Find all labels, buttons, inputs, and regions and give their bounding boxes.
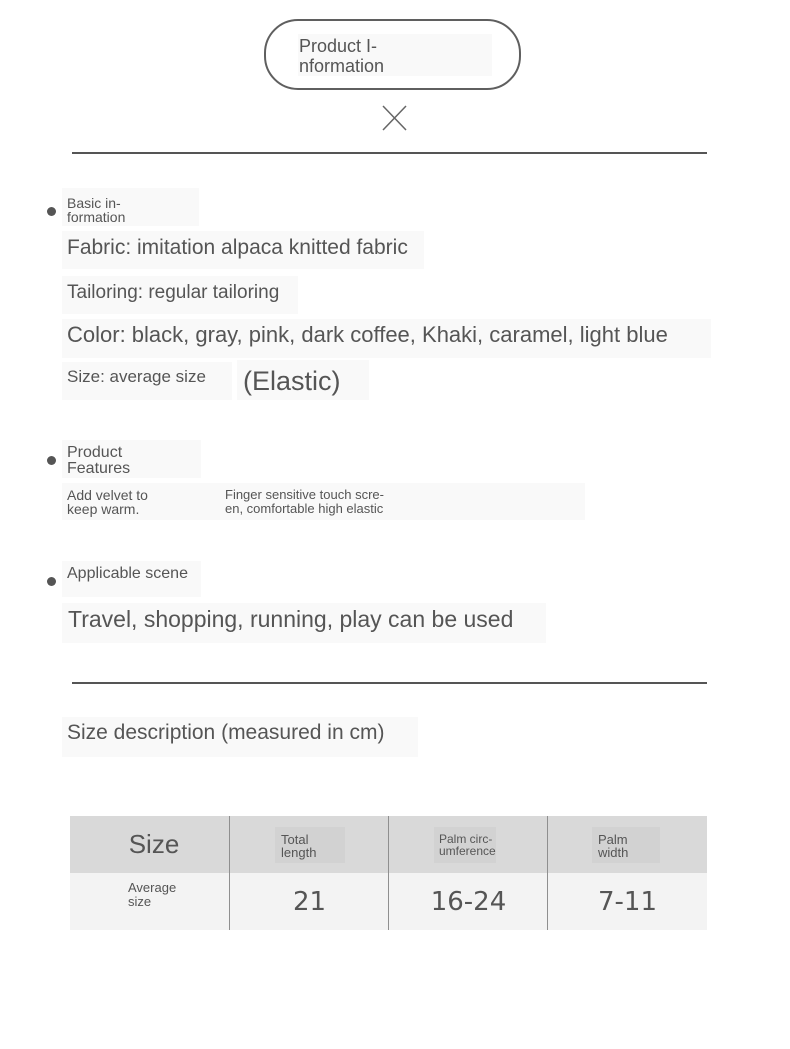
table-cell-total-length: 21 [292, 887, 327, 917]
bullet-dot-icon [47, 207, 56, 216]
bullet-dot-icon [47, 456, 56, 465]
table-header-palm-width-line2: width [598, 845, 629, 860]
section-title-line1: Product I- [299, 36, 378, 56]
table-divider [547, 816, 548, 930]
fabric-text: Fabric: imitation alpaca knitted fabric [62, 231, 424, 269]
feature-item-velvet-line1: Add velvet to [67, 487, 148, 503]
table-cell-size-label-line1: Average [128, 880, 177, 895]
size-table [70, 816, 707, 930]
bullet-dot-icon [47, 577, 56, 586]
basic-info-label-line2: formation [67, 209, 126, 225]
scene-label: Applicable scene [62, 561, 201, 597]
size-text: Size: average size [62, 362, 232, 400]
table-header-total-length [275, 827, 345, 863]
table-header-palm-circumference-line2: umference [439, 844, 496, 858]
table-header-palm-width [592, 827, 660, 863]
features-label-line2: Features [67, 460, 131, 477]
basic-info-label [62, 188, 199, 226]
table-cell-palm-width: 7-11 [597, 887, 657, 917]
table-divider [388, 816, 389, 930]
tailoring-text: Tailoring: regular tailoring [62, 276, 298, 314]
feature-item-touch [220, 483, 585, 520]
features-label-line1: Product [67, 444, 123, 461]
section-title-pill [264, 19, 521, 90]
feature-item-touch-line2: en, comfortable high elastic [225, 501, 384, 516]
table-header-size: Size [128, 829, 180, 859]
table-header-total-length-line1: Total [281, 832, 309, 847]
feature-item-touch-line1: Finger sensitive touch scre- [225, 487, 384, 502]
divider-top [72, 152, 707, 154]
table-header-total-length-line2: length [281, 845, 317, 860]
table-divider [229, 816, 230, 930]
scene-text: Travel, shopping, running, play can be used [62, 603, 546, 643]
size-elastic-text: (Elastic) [237, 360, 369, 400]
feature-item-velvet [62, 483, 220, 520]
table-cell-size-label [128, 881, 198, 909]
table-cell-palm-circumference: 16-24 [430, 887, 507, 917]
table-cell-size-label-line2: size [128, 894, 152, 909]
color-text: Color: black, gray, pink, dark coffee, Khaki, caramel, light blue [62, 319, 711, 358]
table-header-palm-circumference [434, 827, 496, 863]
feature-item-velvet-line2: keep warm. [67, 501, 140, 517]
divider-bottom [72, 682, 707, 684]
section-title-line2: nformation [299, 56, 385, 76]
table-header-palm-width-line1: Palm [598, 832, 628, 847]
size-description-title: Size description (measured in cm) [62, 717, 418, 757]
basic-info-label-line1: Basic in- [67, 195, 121, 211]
table-header-palm-circumference-line1: Palm circ- [439, 832, 493, 846]
close-icon[interactable] [382, 105, 407, 131]
section-title [298, 34, 492, 76]
features-label [62, 440, 201, 478]
